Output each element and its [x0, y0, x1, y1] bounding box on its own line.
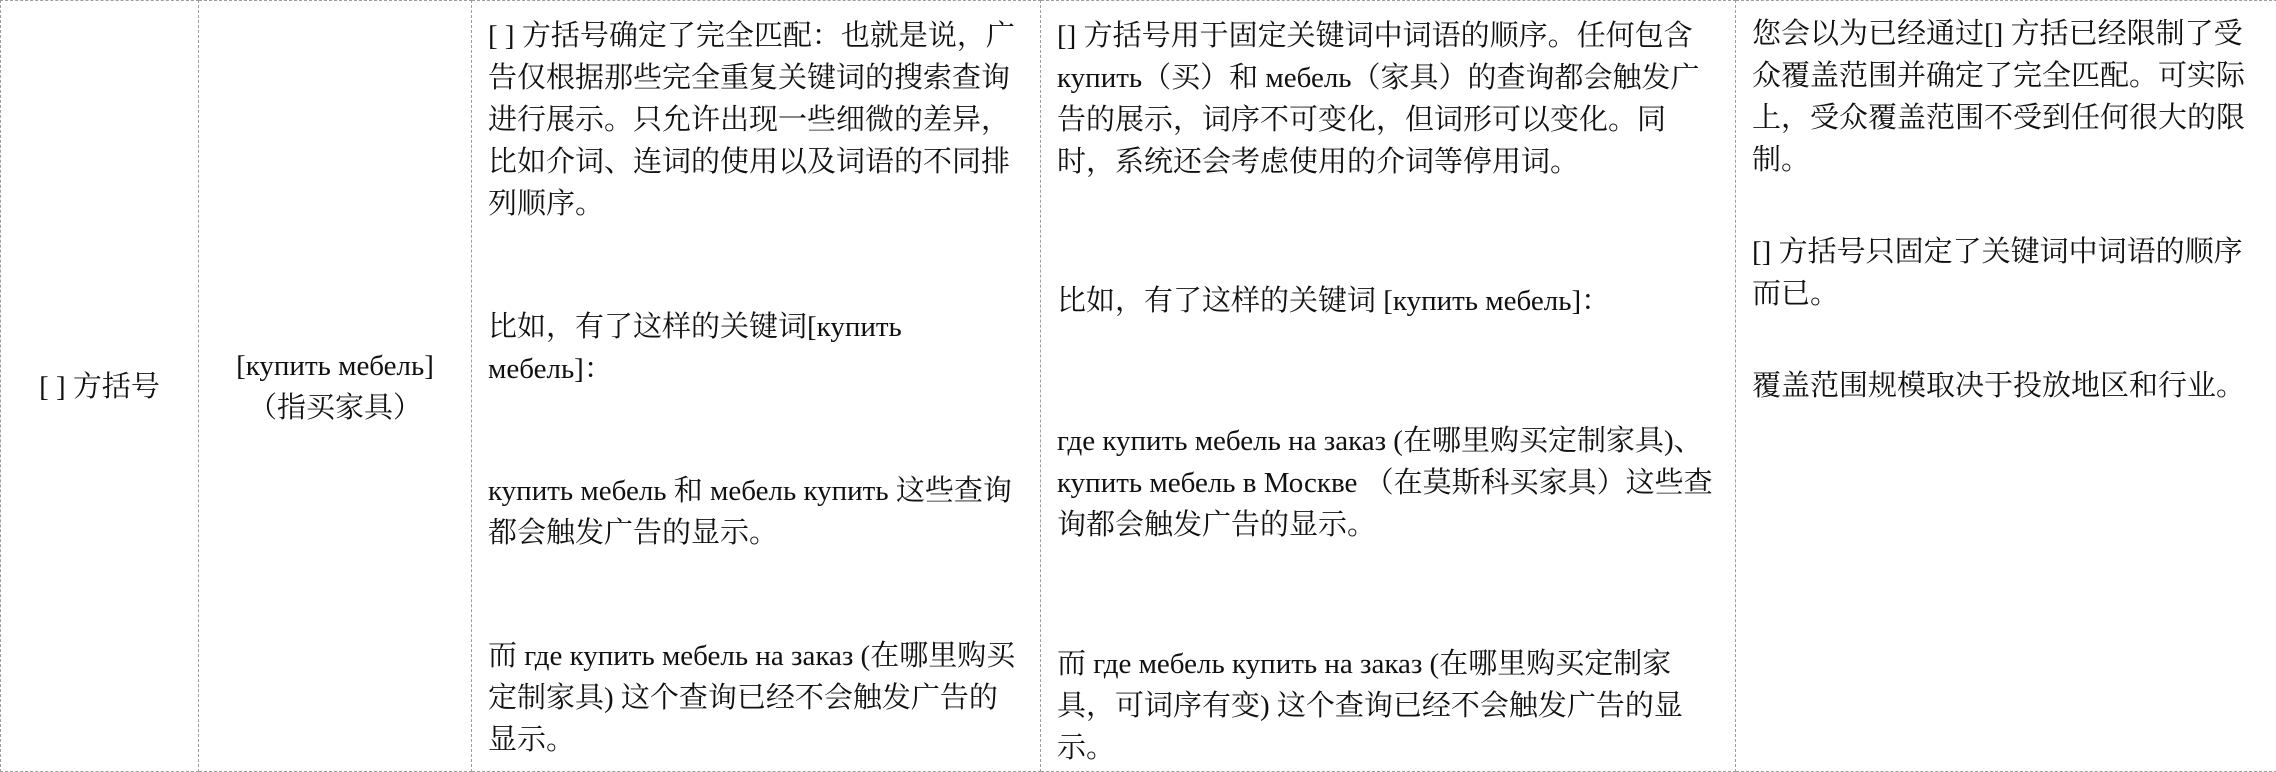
conclusion-paragraph: [] 方括号只固定了关键词中词语的顺序而已。	[1752, 236, 2243, 310]
behavior-paragraph: 而 где мебель купить на заказ (在哪里购买定制家具，可词序有变) 这个查询已经不会触发广告的显示。	[1057, 647, 1683, 764]
conclusion-paragraph: 覆盖范围规模取决于投放地区和行业。	[1752, 370, 2246, 402]
example-translation: （指买家具）	[247, 392, 422, 424]
description-paragraph: 比如，有了这样的关键词[купить мебель]：	[488, 310, 902, 385]
example-keyword: [купить мебель]	[236, 350, 434, 382]
description-cell	[472, 1, 1041, 772]
conclusion-cell	[1736, 1, 2276, 772]
table-row	[1, 1, 2276, 772]
description-paragraph: купить мебель 和 мебель купить 这些查询都会触发广告的显示。	[488, 475, 1012, 550]
behavior-paragraph: где купить мебель на заказ (在哪里购买定制家具)、купить мебель в Москве （在莫斯科买家具）这些查询都会触发广告的显示。	[1057, 424, 1713, 541]
operator-cell	[1, 1, 199, 772]
conclusion-paragraph: 您会以为已经通过[] 方括已经限制了受众覆盖范围并确定了完全匹配。可实际上，受众覆盖范围不受到任何很大的限制。	[1752, 18, 2246, 176]
example-keyword-cell	[199, 1, 472, 772]
description-paragraph: [ ] 方括号确定了完全匹配：也就是说，广告仅根据那些完全重复关键词的搜索查询进行展示。只允许出现一些细微的差异，比如介词、连词的使用以及词语的不同排列顺序。	[488, 20, 1015, 220]
behavior-paragraph: [] 方括号用于固定关键词中词语的顺序。任何包含 купить（买）和 мебель（家具）的查询都会触发广告的展示，词序不可变化，但词形可以变化。同时，系统还会考虑使用的介词等停用词。	[1057, 20, 1700, 178]
actual-behavior-cell	[1041, 1, 1736, 772]
operator-label: [ ] 方括号	[39, 371, 160, 403]
description-paragraph: 而 где купить мебель на заказ (在哪里购买定制家具) 这个查询已经不会触发广告的显示。	[488, 639, 1016, 756]
behavior-paragraph: 比如，有了这样的关键词 [купить мебель]：	[1057, 285, 1611, 318]
